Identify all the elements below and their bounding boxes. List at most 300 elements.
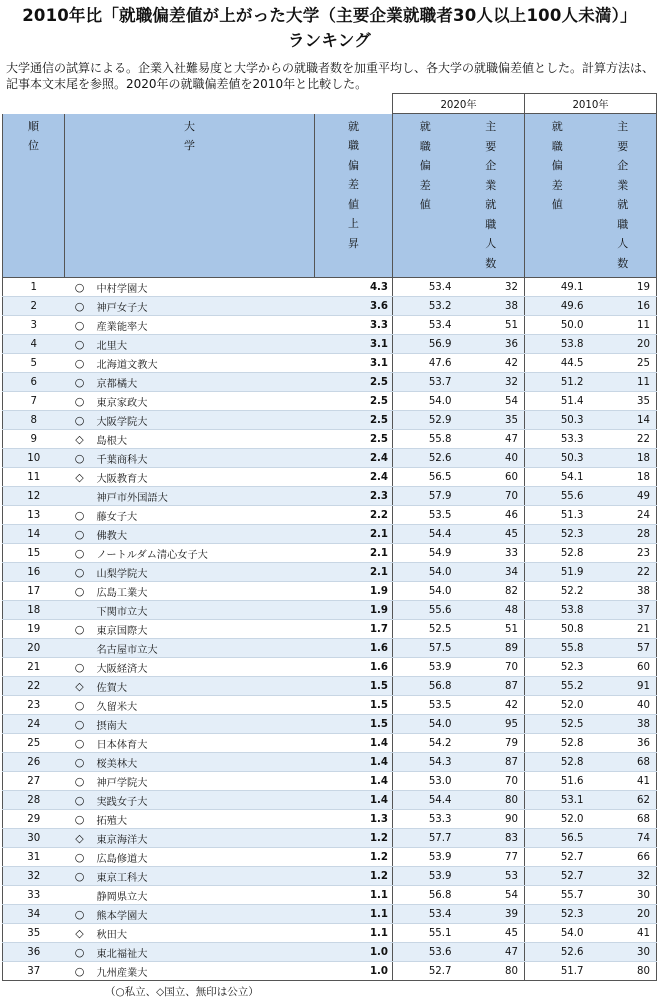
university-name: 東京海洋大 xyxy=(95,829,315,848)
count-2020: 42 xyxy=(458,696,525,715)
rank-cell: 15 xyxy=(3,544,65,563)
ranking-table xyxy=(2,93,657,981)
university-name: 拓殖大 xyxy=(95,810,315,829)
university-name: 東京工科大 xyxy=(95,867,315,886)
table-row xyxy=(3,924,657,943)
university-name: 秋田大 xyxy=(95,924,315,943)
rise-value: 1.2 xyxy=(315,829,393,848)
count-2010: 40 xyxy=(590,696,657,715)
score-2020-header: 就職偏差値 xyxy=(393,114,458,278)
count-2020: 77 xyxy=(458,848,525,867)
table-body xyxy=(3,278,657,981)
score-2010: 50.8 xyxy=(525,620,590,639)
count-2020: 42 xyxy=(458,354,525,373)
year-2010-header: 2010年 xyxy=(525,94,657,114)
count-2010: 74 xyxy=(590,829,657,848)
rank-cell: 8 xyxy=(3,411,65,430)
score-2010: 52.8 xyxy=(525,734,590,753)
rank-cell: 34 xyxy=(3,905,65,924)
score-2010: 51.9 xyxy=(525,563,590,582)
rank-cell: 21 xyxy=(3,658,65,677)
university-name: 東北福祉大 xyxy=(95,943,315,962)
rank-cell: 19 xyxy=(3,620,65,639)
university-name: 広島修道大 xyxy=(95,848,315,867)
rise-value: 1.4 xyxy=(315,734,393,753)
score-2010: 50.0 xyxy=(525,316,590,335)
count-2020: 32 xyxy=(458,278,525,297)
rise-value: 2.1 xyxy=(315,544,393,563)
count-2010: 11 xyxy=(590,316,657,335)
rank-cell: 2 xyxy=(3,297,65,316)
score-2020: 53.9 xyxy=(393,848,458,867)
university-name: 神戸市外国語大 xyxy=(95,487,315,506)
type-mark: ○ xyxy=(65,734,95,753)
score-2020: 53.4 xyxy=(393,278,458,297)
rise-value: 1.9 xyxy=(315,582,393,601)
count-2020: 79 xyxy=(458,734,525,753)
rank-header: 順位 xyxy=(3,114,65,278)
count-2020: 47 xyxy=(458,430,525,449)
count-2020: 83 xyxy=(458,829,525,848)
type-mark: ○ xyxy=(65,392,95,411)
score-2010: 52.5 xyxy=(525,715,590,734)
university-name: 大阪経済大 xyxy=(95,658,315,677)
university-name: 広島工業大 xyxy=(95,582,315,601)
count-2020: 45 xyxy=(458,525,525,544)
count-2020: 82 xyxy=(458,582,525,601)
rise-value: 3.6 xyxy=(315,297,393,316)
rise-value: 1.1 xyxy=(315,905,393,924)
count-2020: 87 xyxy=(458,753,525,772)
score-2020: 53.4 xyxy=(393,905,458,924)
legend-note: （○私立、◇国立、無印は公立） xyxy=(105,986,259,998)
rank-cell: 25 xyxy=(3,734,65,753)
count-2010: 41 xyxy=(590,924,657,943)
rise-value: 1.1 xyxy=(315,886,393,905)
rise-value: 3.1 xyxy=(315,335,393,354)
count-2020: 51 xyxy=(458,316,525,335)
table-row xyxy=(3,411,657,430)
university-name: 京都橘大 xyxy=(95,373,315,392)
score-2010: 49.1 xyxy=(525,278,590,297)
score-2010: 54.1 xyxy=(525,468,590,487)
rise-value: 1.5 xyxy=(315,696,393,715)
rank-cell: 35 xyxy=(3,924,65,943)
table-row xyxy=(3,886,657,905)
count-2020: 70 xyxy=(458,658,525,677)
title-line-2: ランキング xyxy=(287,31,371,50)
table-row xyxy=(3,297,657,316)
rank-cell: 10 xyxy=(3,449,65,468)
type-mark xyxy=(65,487,95,506)
count-2010: 36 xyxy=(590,734,657,753)
university-name: 島根大 xyxy=(95,430,315,449)
year-header-row xyxy=(3,94,657,114)
score-2010: 52.3 xyxy=(525,525,590,544)
score-2020: 52.6 xyxy=(393,449,458,468)
count-2020: 89 xyxy=(458,639,525,658)
university-name: 北里大 xyxy=(95,335,315,354)
score-2010: 50.3 xyxy=(525,449,590,468)
count-2010: 37 xyxy=(590,601,657,620)
type-mark: ○ xyxy=(65,772,95,791)
count-2020: 80 xyxy=(458,791,525,810)
count-2010: 38 xyxy=(590,582,657,601)
count-2010: 24 xyxy=(590,506,657,525)
score-2010: 52.6 xyxy=(525,943,590,962)
table-row xyxy=(3,943,657,962)
type-mark: ○ xyxy=(65,848,95,867)
table-row xyxy=(3,487,657,506)
university-name: 熊本学園大 xyxy=(95,905,315,924)
rise-value: 2.5 xyxy=(315,411,393,430)
university-name: 佛教大 xyxy=(95,525,315,544)
score-2020: 55.6 xyxy=(393,601,458,620)
score-2010: 52.2 xyxy=(525,582,590,601)
rise-value: 2.4 xyxy=(315,468,393,487)
university-name: 日本体育大 xyxy=(95,734,315,753)
table-row xyxy=(3,620,657,639)
type-mark: ○ xyxy=(65,658,95,677)
university-name: 佐賀大 xyxy=(95,677,315,696)
type-mark: ○ xyxy=(65,335,95,354)
count-2020: 45 xyxy=(458,924,525,943)
count-2010: 68 xyxy=(590,810,657,829)
count-2010: 68 xyxy=(590,753,657,772)
table-row xyxy=(3,715,657,734)
type-mark: ○ xyxy=(65,582,95,601)
count-2020-header: 主要企業就職人数 xyxy=(458,114,525,278)
type-mark: ○ xyxy=(65,563,95,582)
table-row xyxy=(3,848,657,867)
score-2010: 51.4 xyxy=(525,392,590,411)
type-mark: ○ xyxy=(65,962,95,981)
count-2010: 30 xyxy=(590,943,657,962)
university-name: 九州産業大 xyxy=(95,962,315,981)
university-name: 神戸学院大 xyxy=(95,772,315,791)
type-mark: ○ xyxy=(65,905,95,924)
type-mark xyxy=(65,639,95,658)
university-name: 東京国際大 xyxy=(95,620,315,639)
count-2010: 41 xyxy=(590,772,657,791)
count-2010: 22 xyxy=(590,430,657,449)
table-row xyxy=(3,563,657,582)
table-row xyxy=(3,962,657,981)
rank-cell: 9 xyxy=(3,430,65,449)
table-row xyxy=(3,677,657,696)
type-mark: ○ xyxy=(65,278,95,297)
type-mark: ○ xyxy=(65,867,95,886)
table-row xyxy=(3,544,657,563)
rank-cell: 33 xyxy=(3,886,65,905)
rank-cell: 26 xyxy=(3,753,65,772)
type-mark: ○ xyxy=(65,525,95,544)
table-row xyxy=(3,278,657,297)
score-2020: 54.2 xyxy=(393,734,458,753)
university-name: 東京家政大 xyxy=(95,392,315,411)
count-2020: 36 xyxy=(458,335,525,354)
count-2010: 28 xyxy=(590,525,657,544)
count-2010: 49 xyxy=(590,487,657,506)
score-2020: 53.9 xyxy=(393,658,458,677)
score-2020: 52.9 xyxy=(393,411,458,430)
type-mark: ◇ xyxy=(65,829,95,848)
count-2010: 62 xyxy=(590,791,657,810)
count-2020: 70 xyxy=(458,487,525,506)
score-2010: 55.8 xyxy=(525,639,590,658)
score-2020: 53.6 xyxy=(393,943,458,962)
rise-value: 1.0 xyxy=(315,962,393,981)
score-2010-header: 就職偏差値 xyxy=(525,114,590,278)
score-2010: 52.7 xyxy=(525,848,590,867)
score-2010: 51.3 xyxy=(525,506,590,525)
type-mark: ◇ xyxy=(65,468,95,487)
rise-value: 1.9 xyxy=(315,601,393,620)
rise-value: 2.1 xyxy=(315,563,393,582)
title-line-1: 2010年比「就職偏差値が上がった大学（主要企業就職者30人以上100人未満）」 xyxy=(22,6,637,25)
type-mark: ○ xyxy=(65,411,95,430)
count-2010: 21 xyxy=(590,620,657,639)
rank-cell: 28 xyxy=(3,791,65,810)
score-2010: 55.6 xyxy=(525,487,590,506)
count-2010: 11 xyxy=(590,373,657,392)
score-2010: 52.8 xyxy=(525,544,590,563)
rank-cell: 11 xyxy=(3,468,65,487)
table-row xyxy=(3,810,657,829)
count-2020: 60 xyxy=(458,468,525,487)
rise-value: 1.0 xyxy=(315,943,393,962)
count-2020: 47 xyxy=(458,943,525,962)
rise-value: 2.5 xyxy=(315,430,393,449)
rise-value: 4.3 xyxy=(315,278,393,297)
count-2010: 38 xyxy=(590,715,657,734)
rise-value: 2.3 xyxy=(315,487,393,506)
score-2010: 53.3 xyxy=(525,430,590,449)
university-name: 久留米大 xyxy=(95,696,315,715)
rank-cell: 20 xyxy=(3,639,65,658)
count-2020: 38 xyxy=(458,297,525,316)
score-2010: 50.3 xyxy=(525,411,590,430)
score-2010: 54.0 xyxy=(525,924,590,943)
rank-cell: 6 xyxy=(3,373,65,392)
university-name: 中村学園大 xyxy=(95,278,315,297)
column-header-row xyxy=(3,114,657,278)
score-2010: 52.8 xyxy=(525,753,590,772)
table-row xyxy=(3,734,657,753)
rise-value: 2.4 xyxy=(315,449,393,468)
count-2010: 18 xyxy=(590,449,657,468)
rank-cell: 27 xyxy=(3,772,65,791)
rise-value: 1.4 xyxy=(315,772,393,791)
rise-value: 1.1 xyxy=(315,924,393,943)
count-2010: 20 xyxy=(590,905,657,924)
rank-cell: 37 xyxy=(3,962,65,981)
year-2020-header: 2020年 xyxy=(393,94,525,114)
type-mark: ○ xyxy=(65,506,95,525)
table-row xyxy=(3,905,657,924)
rank-cell: 31 xyxy=(3,848,65,867)
university-name: 下関市立大 xyxy=(95,601,315,620)
count-2020: 34 xyxy=(458,563,525,582)
score-2020: 53.4 xyxy=(393,316,458,335)
count-2010: 32 xyxy=(590,867,657,886)
score-2020: 53.9 xyxy=(393,867,458,886)
type-mark: ○ xyxy=(65,373,95,392)
university-name: 神戸女子大 xyxy=(95,297,315,316)
university-name: 産業能率大 xyxy=(95,316,315,335)
count-2020: 48 xyxy=(458,601,525,620)
score-2020: 47.6 xyxy=(393,354,458,373)
rank-cell: 1 xyxy=(3,278,65,297)
score-2010: 52.0 xyxy=(525,810,590,829)
description: 大学通信の試算による。企業入社難易度と大学からの就職者数を加重平均し、各大学の就職偏差値とした。計算方法は、記事本文末尾を参照。2020年の就職偏差値を2010年と比較した。 xyxy=(6,61,655,91)
count-2020: 87 xyxy=(458,677,525,696)
score-2020: 57.5 xyxy=(393,639,458,658)
rise-value: 1.5 xyxy=(315,715,393,734)
score-2020: 53.5 xyxy=(393,696,458,715)
score-2010: 55.2 xyxy=(525,677,590,696)
table-row xyxy=(3,392,657,411)
rise-value: 1.2 xyxy=(315,848,393,867)
count-2010: 91 xyxy=(590,677,657,696)
count-2010: 20 xyxy=(590,335,657,354)
score-2020: 54.0 xyxy=(393,715,458,734)
rise-header: 就職偏差値上昇 xyxy=(315,114,393,278)
score-2010: 44.5 xyxy=(525,354,590,373)
type-mark: ○ xyxy=(65,620,95,639)
score-2020: 54.4 xyxy=(393,791,458,810)
type-mark: ○ xyxy=(65,943,95,962)
rise-value: 3.3 xyxy=(315,316,393,335)
score-2010: 56.5 xyxy=(525,829,590,848)
count-2010: 16 xyxy=(590,297,657,316)
rise-value: 1.6 xyxy=(315,639,393,658)
table-row xyxy=(3,354,657,373)
score-2010: 53.1 xyxy=(525,791,590,810)
rank-cell: 14 xyxy=(3,525,65,544)
score-2020: 55.1 xyxy=(393,924,458,943)
score-2010: 52.3 xyxy=(525,905,590,924)
table-row xyxy=(3,449,657,468)
rise-value: 1.3 xyxy=(315,810,393,829)
score-2010: 53.8 xyxy=(525,601,590,620)
table-row xyxy=(3,525,657,544)
count-2010-header: 主要企業就職人数 xyxy=(590,114,657,278)
rank-cell: 22 xyxy=(3,677,65,696)
rise-value: 2.1 xyxy=(315,525,393,544)
table-row xyxy=(3,316,657,335)
count-2010: 57 xyxy=(590,639,657,658)
count-2020: 54 xyxy=(458,392,525,411)
university-name: 静岡県立大 xyxy=(95,886,315,905)
table-row xyxy=(3,601,657,620)
type-mark: ○ xyxy=(65,791,95,810)
rank-cell: 24 xyxy=(3,715,65,734)
rise-value: 2.2 xyxy=(315,506,393,525)
count-2010: 23 xyxy=(590,544,657,563)
count-2010: 22 xyxy=(590,563,657,582)
type-mark: ◇ xyxy=(65,677,95,696)
rank-cell: 13 xyxy=(3,506,65,525)
count-2010: 30 xyxy=(590,886,657,905)
type-mark: ○ xyxy=(65,449,95,468)
table-row xyxy=(3,506,657,525)
rank-cell: 4 xyxy=(3,335,65,354)
university-name: 山梨学院大 xyxy=(95,563,315,582)
score-2020: 54.9 xyxy=(393,544,458,563)
score-2020: 57.9 xyxy=(393,487,458,506)
table-row xyxy=(3,373,657,392)
score-2020: 53.5 xyxy=(393,506,458,525)
score-2020: 54.0 xyxy=(393,563,458,582)
score-2010: 52.7 xyxy=(525,867,590,886)
rank-cell: 12 xyxy=(3,487,65,506)
university-header: 大学 xyxy=(65,114,315,278)
rank-cell: 29 xyxy=(3,810,65,829)
university-name: 名古屋市立大 xyxy=(95,639,315,658)
count-2010: 35 xyxy=(590,392,657,411)
score-2010: 52.0 xyxy=(525,696,590,715)
score-2010: 52.3 xyxy=(525,658,590,677)
count-2020: 54 xyxy=(458,886,525,905)
rank-cell: 3 xyxy=(3,316,65,335)
table-row xyxy=(3,639,657,658)
university-name: 大阪学院大 xyxy=(95,411,315,430)
rank-cell: 30 xyxy=(3,829,65,848)
university-name: 北海道文教大 xyxy=(95,354,315,373)
score-2020: 53.7 xyxy=(393,373,458,392)
rise-value: 1.6 xyxy=(315,658,393,677)
university-name: 千葉商科大 xyxy=(95,449,315,468)
count-2020: 35 xyxy=(458,411,525,430)
count-2010: 60 xyxy=(590,658,657,677)
type-mark: ◇ xyxy=(65,924,95,943)
rise-value: 1.5 xyxy=(315,677,393,696)
university-name: 実践女子大 xyxy=(95,791,315,810)
count-2020: 40 xyxy=(458,449,525,468)
count-2020: 39 xyxy=(458,905,525,924)
score-2020: 53.3 xyxy=(393,810,458,829)
rank-cell: 32 xyxy=(3,867,65,886)
count-2010: 66 xyxy=(590,848,657,867)
rank-cell: 18 xyxy=(3,601,65,620)
score-2010: 51.6 xyxy=(525,772,590,791)
type-mark: ○ xyxy=(65,316,95,335)
table-row xyxy=(3,829,657,848)
count-2020: 80 xyxy=(458,962,525,981)
type-mark: ○ xyxy=(65,810,95,829)
score-2010: 55.7 xyxy=(525,886,590,905)
score-2020: 56.5 xyxy=(393,468,458,487)
count-2010: 19 xyxy=(590,278,657,297)
university-name: 摂南大 xyxy=(95,715,315,734)
score-2020: 52.5 xyxy=(393,620,458,639)
score-2020: 53.2 xyxy=(393,297,458,316)
score-2020: 54.0 xyxy=(393,582,458,601)
score-2010: 49.6 xyxy=(525,297,590,316)
count-2020: 90 xyxy=(458,810,525,829)
table-row xyxy=(3,335,657,354)
university-name: 大阪教育大 xyxy=(95,468,315,487)
type-mark xyxy=(65,601,95,620)
rank-cell: 23 xyxy=(3,696,65,715)
rise-value: 2.5 xyxy=(315,373,393,392)
count-2020: 95 xyxy=(458,715,525,734)
rise-value: 1.4 xyxy=(315,753,393,772)
count-2010: 25 xyxy=(590,354,657,373)
type-mark: ○ xyxy=(65,544,95,563)
type-mark: ○ xyxy=(65,753,95,772)
